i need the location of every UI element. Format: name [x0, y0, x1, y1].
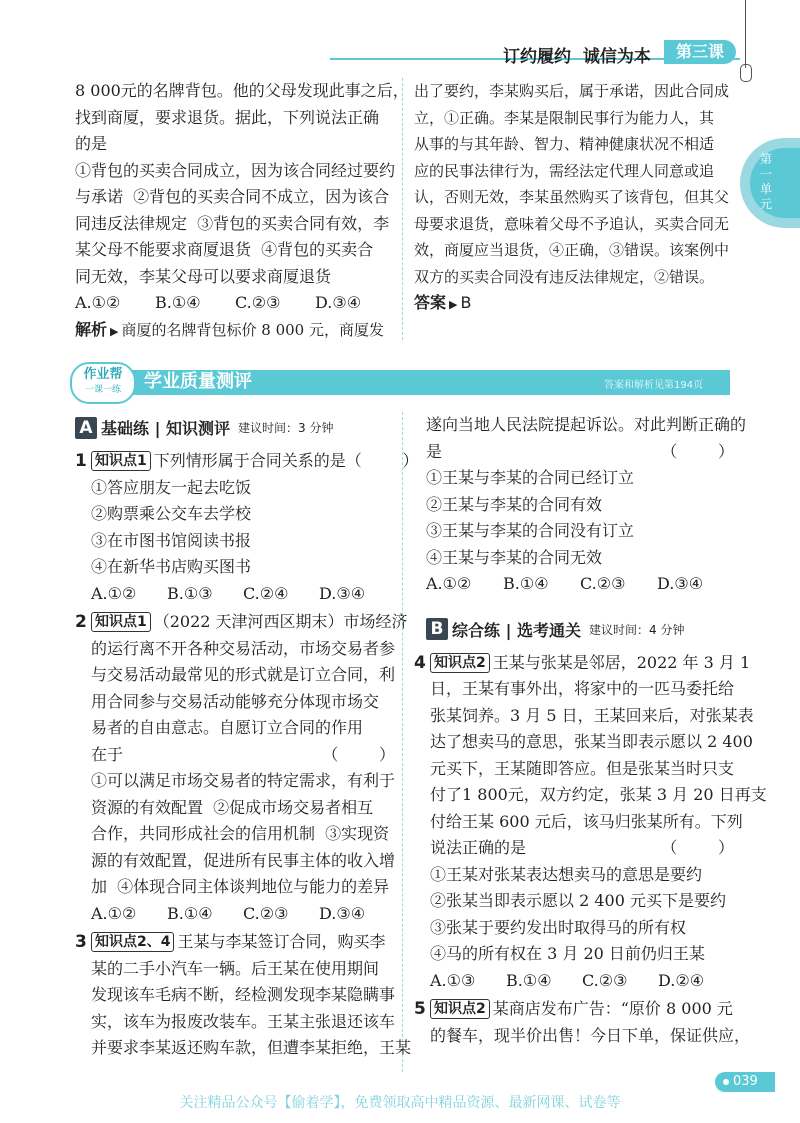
- unit-tab-label: 第一单元: [760, 152, 773, 211]
- page-number-badge: [715, 1072, 775, 1092]
- text-line: 易者的自由意志。自愿订立合同的作用: [91, 718, 364, 737]
- answer-paren: （ ）: [322, 744, 395, 764]
- knowledge-point-tag: 知识点2、4: [91, 932, 174, 952]
- section-b-badge: B: [426, 618, 448, 640]
- play-triangle-icon: ▶: [449, 298, 458, 311]
- answer-label: 答案: [414, 293, 447, 312]
- hanging-string: [745, 0, 746, 68]
- option-c: C.②③: [582, 970, 628, 990]
- choice-item: ①可以满足市场交易者的特定需求，有利于: [91, 771, 396, 790]
- choice-item: ③张某于要约发出时取得马的所有权: [430, 917, 687, 937]
- right-lower-column: [414, 412, 767, 1049]
- section-b-title: 综合练 | 选考通关: [452, 620, 581, 640]
- question-2-stem: [75, 609, 408, 636]
- answer-line: [414, 290, 734, 319]
- choice-item: ④马的所有权在 3 月 20 日前仍归王某: [430, 944, 705, 963]
- option-b: B.①④: [155, 293, 201, 312]
- banner-title: 学业质量测评: [144, 371, 252, 392]
- choice-item: ①王某对张某表达想卖马的意思是要约: [430, 864, 703, 884]
- choice-item: 加 ④体现合同主体谈判地位与能力的差异: [91, 877, 390, 896]
- banner-note: 答案和解析见第194页: [604, 380, 704, 391]
- column-divider: [402, 78, 403, 340]
- choice-item: ③在市图书馆阅读书报: [91, 530, 252, 550]
- option-a: A.①②: [91, 903, 137, 923]
- option-b: B.①④: [167, 903, 213, 923]
- analysis-text: 商厦的名牌背包标价 8 000 元，商厦发: [121, 320, 384, 339]
- options-row: [414, 968, 734, 995]
- logo-main: 作业帮: [83, 367, 123, 382]
- option-d: D.③④: [319, 903, 366, 923]
- text-line: 找到商厦，要求退货。据此，下列说法正确: [75, 107, 380, 127]
- question-text: 王某与张某是邻居，2022 年 3 月 1: [492, 652, 751, 672]
- analysis-line: [75, 317, 395, 346]
- text-line: 的运行离不开各种交易活动，市场交易者参: [91, 638, 396, 658]
- text-line: 付给王某 600 元后，该马归张某所有。下列: [430, 811, 743, 831]
- answer-paren: （ ）: [661, 441, 734, 461]
- text-line: 元买下，王某随即答应。但是张某当时只支: [430, 758, 735, 778]
- choice-item: ②购票乘公交车去学校: [91, 504, 252, 523]
- text-line: 某的二手小汽车一辆。后王某在使用期间: [91, 958, 380, 978]
- text-line: 立，①正确。李某是限制民事行为能力人，其: [414, 108, 715, 127]
- options-row: [75, 581, 395, 608]
- choice-item: ②王某与李某的合同有效: [426, 494, 603, 514]
- text-line: [414, 439, 734, 466]
- options-row: [414, 571, 734, 598]
- section-b-time: 建议时间：4 分钟: [589, 622, 685, 637]
- option-b: B.①④: [503, 574, 549, 593]
- question-number: 5: [414, 999, 426, 1019]
- options-row: [75, 901, 395, 928]
- logo-badge: [70, 362, 136, 404]
- knowledge-point-tag: 知识点1: [91, 451, 151, 471]
- option-c: C.②④: [243, 583, 289, 603]
- text-line: 与交易活动最常见的形式就是订立合同，利: [91, 665, 396, 684]
- question-text: 在于: [91, 744, 124, 764]
- text-line: 同违反法律规定 ③背包的买卖合同有效，李: [75, 213, 390, 233]
- section-banner: [70, 362, 730, 400]
- knowledge-point-tag: 知识点2: [430, 653, 490, 673]
- text-line: 8 000元的名牌背包。他的父母发现此事之后，: [75, 81, 409, 100]
- question-3-stem: [75, 929, 395, 956]
- text-line: 双方的买卖合同没有违反法律规定，②错误。: [414, 267, 715, 286]
- text-line: 同无效，李某父母可以要求商厦退货: [75, 266, 332, 286]
- answer-value: B: [460, 293, 472, 312]
- choice-item: ④王某与李某的合同无效: [426, 547, 603, 567]
- option-c: C.②③: [243, 903, 289, 923]
- text-line: 实，该车为报废改装车。王某主张退还该车: [91, 1011, 396, 1031]
- text-line: 认，否则无效，李某虽然购买了该背包，但其父: [414, 188, 730, 206]
- option-a: A.①②: [426, 574, 472, 593]
- choice-item: ①答应朋友一起去吃饭: [91, 477, 252, 497]
- question-1-stem: [75, 448, 419, 475]
- text-line: 某父母不能要求商厦退货 ④背包的买卖合: [75, 240, 374, 259]
- question-4-stem: [414, 650, 751, 677]
- knowledge-point-tag: 知识点2: [430, 999, 490, 1019]
- question-text: 下列情形属于合同关系的是: [153, 451, 346, 470]
- question-text: 王某与李某签订合同，购买李: [177, 932, 386, 951]
- text-line: 的餐车，现半价出售！今日下单，保证供应，: [430, 1025, 751, 1045]
- choice-item: 资源的有效配置 ②促成市场交易者相互: [91, 797, 374, 817]
- text-line: 张某饲养。3 月 5 日，王某回来后，对张某表: [430, 705, 754, 725]
- text-line: 用合同参与交易活动能够充分体现市场交: [91, 691, 380, 711]
- text-line: 遂向当地人民法院提起诉讼。对此判断正确的: [426, 415, 747, 434]
- section-a-time: 建议时间：3 分钟: [238, 421, 334, 435]
- option-b: B.①③: [167, 583, 213, 603]
- text-line: 从事的与其年龄、智力、精神健康状况不相适: [414, 135, 715, 153]
- text-line: 并要求李某返还购车款，但遭李某拒绝，王某: [91, 1038, 412, 1057]
- section-b-header: [414, 618, 734, 644]
- section-a-badge: A: [75, 417, 97, 439]
- top-right-column: [414, 78, 734, 319]
- option-d: D.③④: [319, 583, 366, 603]
- text-line: 母要求退货，意味着父母不予追认，买卖合同无: [414, 214, 730, 233]
- question-text: 某商店发布广告：“原价 8 000 元: [492, 999, 733, 1018]
- question-number: 4: [414, 652, 426, 673]
- unit-tab: [740, 138, 800, 228]
- analysis-label: 解析: [75, 319, 108, 339]
- lesson-title: 订约履约 诚信为本: [503, 47, 651, 67]
- options-row: [75, 290, 395, 317]
- question-text: （2022 天津河西区期末）市场经济: [153, 612, 408, 631]
- hanging-tag-icon: [740, 64, 752, 82]
- footer-watermark: 关注精品公众号【偷着学】，免费领取高中精品资源、最新网课、试卷等: [179, 1095, 621, 1111]
- text-line: ①背包的买卖合同成立，因为该合同经过要约: [75, 160, 396, 180]
- text-line: 付了1 800元，双方约定，张某 3 月 20 日再支: [430, 785, 767, 804]
- option-b: B.①④: [506, 970, 552, 990]
- text-line: 应的民事法律行为，需经法定代理人同意或追: [414, 161, 715, 180]
- play-triangle-icon: ▶: [110, 324, 119, 338]
- column-divider: [402, 412, 403, 1072]
- option-a: A.①③: [430, 970, 476, 990]
- choice-item: ②张某当即表示愿以 2 400 元买下是要约: [430, 891, 726, 910]
- option-c: C.②③: [235, 293, 281, 312]
- text-line: [414, 835, 734, 862]
- text-line: 与承诺 ②背包的买卖合同不成立，因为该合: [75, 187, 390, 206]
- text-line: 效，商厦应当退货，④正确，③错误。该案例中: [414, 241, 730, 259]
- text-line: 发现该车毛病不断，经检测发现李某隐瞒事: [91, 985, 396, 1004]
- page-number-dot-icon: [723, 1079, 729, 1085]
- text-line: [75, 742, 395, 769]
- top-left-column: [75, 78, 409, 345]
- choice-item: 源的有效配置，促进所有民事主体的收入增: [91, 850, 396, 870]
- option-d: D.③④: [657, 574, 704, 593]
- choice-item: ①王某与李某的合同已经订立: [426, 468, 635, 487]
- option-a: A.①②: [91, 583, 137, 603]
- text-line: 达了想卖马的意思，张某当即表示愿以 2 400: [430, 732, 753, 751]
- logo-sub: 一课一练: [84, 385, 121, 395]
- question-text: 是: [426, 441, 443, 461]
- option-d: D.②④: [658, 970, 705, 990]
- question-text: 说法正确的是: [430, 838, 527, 857]
- lesson-tag: [664, 40, 736, 64]
- lesson-tag-label: 第三课: [676, 42, 725, 61]
- question-number: 1: [75, 451, 87, 471]
- section-a-title: 基础练 | 知识测评: [101, 419, 230, 438]
- page-number: 039: [733, 1074, 758, 1089]
- choice-item: ④在新华书店购买图书: [91, 557, 252, 576]
- question-number: 2: [75, 612, 87, 632]
- option-d: D.③④: [315, 293, 362, 312]
- choice-item: ③王某与李某的合同没有订立: [426, 521, 635, 540]
- answer-paren: （ ）: [661, 838, 734, 857]
- left-lower-column: [75, 416, 419, 1062]
- knowledge-point-tag: 知识点1: [91, 612, 151, 632]
- option-a: A.①②: [75, 293, 121, 312]
- question-number: 3: [75, 932, 87, 952]
- section-a-header: [75, 416, 395, 442]
- header-bar: [0, 0, 800, 68]
- text-line: 的是: [75, 134, 108, 153]
- option-c: C.②③: [580, 574, 626, 593]
- answer-paren: （ ）: [345, 451, 419, 470]
- question-5-stem: [414, 996, 734, 1023]
- text-line: 出了要约，李某购买后，属于承诺，因此合同成: [414, 82, 730, 100]
- choice-item: 合作，共同形成社会的信用机制 ③实现资: [91, 824, 390, 843]
- text-line: 日，王某有事外出，将家中的一匹马委托给: [430, 679, 735, 698]
